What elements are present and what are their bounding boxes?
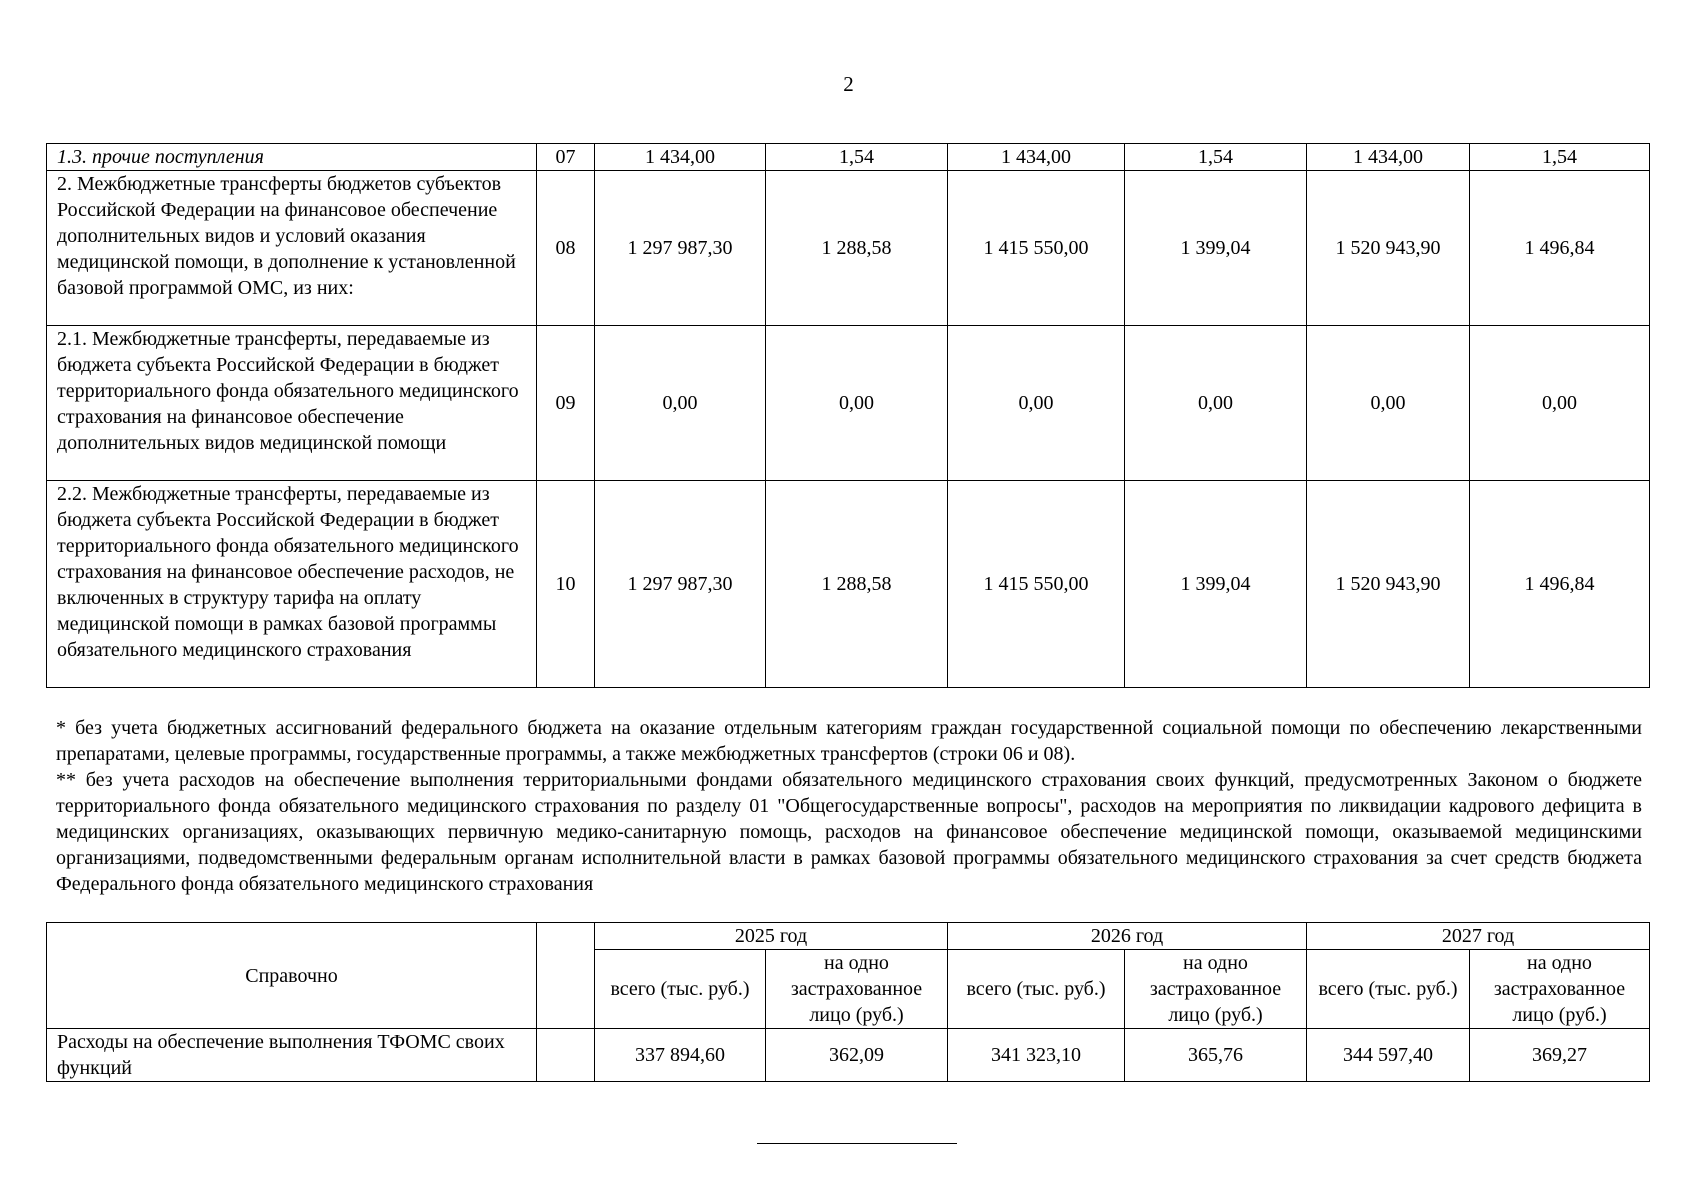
value-cell: 344 597,40 <box>1307 1029 1470 1082</box>
reference-header-label: Справочно <box>47 923 537 1029</box>
table-row <box>47 326 1650 481</box>
row-code: 08 <box>537 171 595 326</box>
table-row <box>47 1029 1650 1082</box>
total-header: всего (тыс. руб.) <box>595 950 766 1029</box>
value-cell: 1 434,00 <box>595 144 766 171</box>
reference-header-row <box>47 923 1650 950</box>
value-cell: 1 288,58 <box>766 481 948 688</box>
value-cell: 0,00 <box>1307 326 1470 481</box>
reference-table <box>46 922 1650 1082</box>
value-cell: 1 399,04 <box>1125 481 1307 688</box>
table-row <box>47 171 1650 326</box>
total-header: всего (тыс. руб.) <box>948 950 1125 1029</box>
value-cell: 1 434,00 <box>948 144 1125 171</box>
row-label: 1.3. прочие поступления <box>47 144 537 171</box>
value-cell: 1 399,04 <box>1125 171 1307 326</box>
value-cell: 1,54 <box>1470 144 1650 171</box>
value-cell: 1,54 <box>1125 144 1307 171</box>
per-person-header: на одно застрахованное лицо (руб.) <box>1125 950 1307 1029</box>
value-cell: 0,00 <box>1470 326 1650 481</box>
year-header: 2025 год <box>595 923 948 950</box>
row-label: 2.2. Межбюджетные трансферты, передаваемые из бюджета субъекта Российской Федерации в бюджет территориального фонда обязательного медицинского страхования на финансовое обеспечение расходов, не включенных в структуру тарифа на оплату медицинской помощи в рамках базовой программы обязательного медицинского страхования <box>47 481 537 688</box>
reference-empty-cell <box>537 1029 595 1082</box>
footnote-2: ** без учета расходов на обеспечение выполнения территориальными фондами обязательного медицинского страхования своих функций, предусмотренных Законом о бюджете территориального фонда обязательного медицинского страхования по разделу 01 "Общегосударственные вопросы", расходов на мероприятия по ликвидации кадрового дефицита в медицинских организациях, оказывающих первичную медико-санитарную помощь, расходов на финансовое обеспечение медицинской помощи, оказываемой медицинскими организациями, подведомственными федеральным органам исполнительной власти в рамках базовой программы обязательного медицинского страхования за счет средств бюджета Федерального фонда обязательного медицинского страхования <box>56 769 1642 895</box>
row-label: 2. Межбюджетные трансферты бюджетов субъектов Российской Федерации на финансовое обеспечение дополнительных видов и условий оказания медицинской помощи, в дополнение к установленной базовой программой ОМС, из них: <box>47 171 537 326</box>
table-row <box>47 144 1650 171</box>
value-cell: 1 520 943,90 <box>1307 171 1470 326</box>
value-cell: 365,76 <box>1125 1029 1307 1082</box>
value-cell: 1 288,58 <box>766 171 948 326</box>
value-cell: 1 496,84 <box>1470 171 1650 326</box>
reference-empty-cell <box>537 923 595 1029</box>
value-cell: 1 297 987,30 <box>595 481 766 688</box>
row-code: 09 <box>537 326 595 481</box>
value-cell: 1 415 550,00 <box>948 481 1125 688</box>
value-cell: 1 297 987,30 <box>595 171 766 326</box>
closing-divider <box>757 1143 957 1144</box>
year-header: 2026 год <box>948 923 1307 950</box>
footnote-1: * без учета бюджетных ассигнований федерального бюджета на оказание отдельным категориям граждан государственной социальной помощи по обеспечению лекарственными препаратами, целевые программы, государственные программы, а также межбюджетных трансфертов (строки 06 и 08). <box>56 717 1642 765</box>
value-cell: 362,09 <box>766 1029 948 1082</box>
total-header: всего (тыс. руб.) <box>1307 950 1470 1029</box>
row-label: Расходы на обеспечение выполнения ТФОМС своих функций <box>47 1029 537 1082</box>
value-cell: 0,00 <box>766 326 948 481</box>
value-cell: 1 434,00 <box>1307 144 1470 171</box>
row-code: 10 <box>537 481 595 688</box>
row-code: 07 <box>537 144 595 171</box>
per-person-header: на одно застрахованное лицо (руб.) <box>1470 950 1650 1029</box>
value-cell: 1,54 <box>766 144 948 171</box>
footnotes <box>56 715 1642 897</box>
page-number: 2 <box>843 72 854 96</box>
year-header: 2027 год <box>1307 923 1650 950</box>
value-cell: 0,00 <box>1125 326 1307 481</box>
value-cell: 341 323,10 <box>948 1029 1125 1082</box>
value-cell: 1 520 943,90 <box>1307 481 1470 688</box>
main-table <box>46 143 1650 688</box>
value-cell: 0,00 <box>595 326 766 481</box>
value-cell: 0,00 <box>948 326 1125 481</box>
value-cell: 1 496,84 <box>1470 481 1650 688</box>
value-cell: 369,27 <box>1470 1029 1650 1082</box>
per-person-header: на одно застрахованное лицо (руб.) <box>766 950 948 1029</box>
table-row <box>47 481 1650 688</box>
value-cell: 1 415 550,00 <box>948 171 1125 326</box>
value-cell: 337 894,60 <box>595 1029 766 1082</box>
row-label: 2.1. Межбюджетные трансферты, передаваемые из бюджета субъекта Российской Федерации в бюджет территориального фонда обязательного медицинского страхования на финансовое обеспечение дополнительных видов медицинской помощи <box>47 326 537 481</box>
